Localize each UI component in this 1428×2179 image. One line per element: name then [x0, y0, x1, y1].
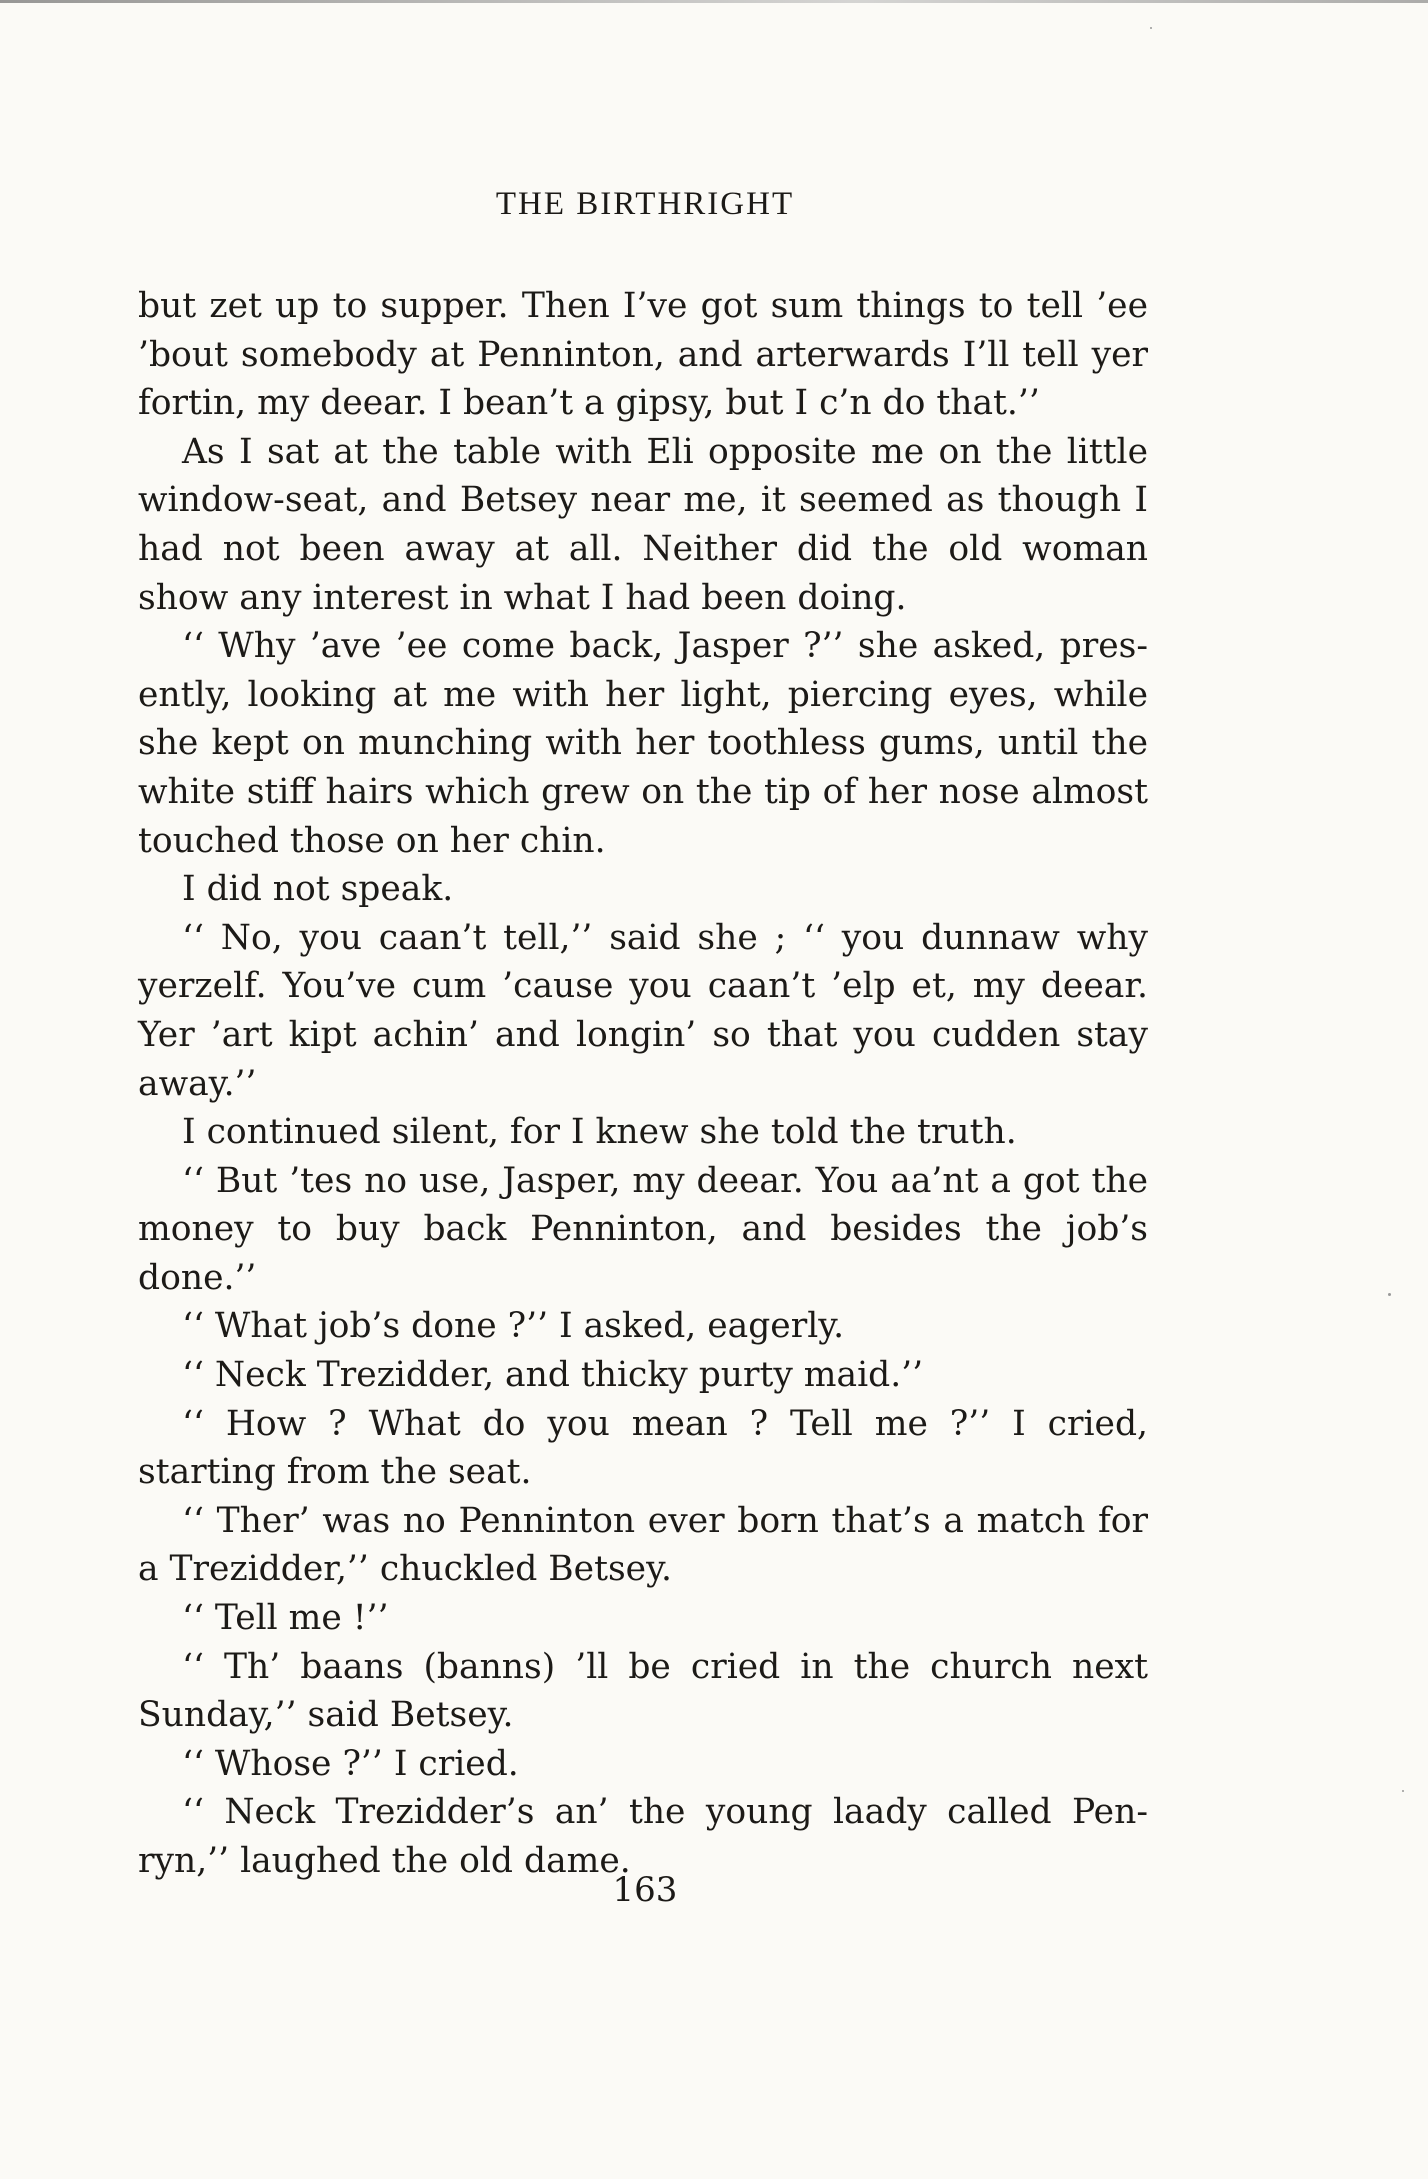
- paragraph: ‘‘ What job’s done ?’’ I asked, eagerly.: [182, 1306, 845, 1347]
- paragraph: ‘‘ Why ’ave ’ee come back, Jasper ?’’ she asked, presently, looking at me with her light, piercing eyes, while she kept on munching with her toothless gums, until the white stiff hairs which grew on the tip of her nose almost touched those on her chin.: [138, 626, 1148, 861]
- paragraph: ‘‘ No, you caan’t tell,’’ said she ; ‘‘ you dunnaw why yerzelf. You’ve cum ’cause you caan’t ’elp et, my deear. Yer ’art kipt achin’ and longin’ so that you cudden stay away.’’: [138, 917, 1148, 1104]
- page-top-edge: [0, 0, 1428, 3]
- body-text: [138, 282, 1148, 1886]
- paragraph: ‘‘ Whose ?’’ I cried.: [182, 1743, 519, 1784]
- paragraph: ‘‘ Neck Trezidder, and thicky purty maid.’’: [182, 1355, 924, 1396]
- paragraph: I continued silent, for I knew she told the truth.: [182, 1112, 1017, 1153]
- paragraph: ‘‘ But ’tes no use, Jasper, my deear. You aa’nt a got the money to buy back Penninton, and besides the job’s done.’’: [138, 1160, 1148, 1298]
- paragraph: I did not speak.: [182, 869, 454, 910]
- paper-speck: [1150, 27, 1152, 29]
- running-head: THE BIRTHRIGHT: [495, 186, 795, 222]
- page-number: 163: [612, 1870, 678, 1910]
- paragraph: ‘‘ Neck Trezidder’s an’ the young laady called Penryn,’’ laughed the old dame.: [138, 1792, 1148, 1881]
- paragraph: ‘‘ Th’ baans (banns) ’ll be cried in the church next Sunday,’’ said Betsey.: [138, 1646, 1148, 1736]
- paragraph: ‘‘ Ther’ was no Penninton ever born that’s a match for a Trezidder,’’ chuckled Betsey.: [138, 1500, 1148, 1590]
- paragraph-continued: but zet up to supper. Then I’ve got sum things to tell ’ee ’bout somebody at Penninton, and arterwards I’ll tell yer fortin, my deear. I bean’t a gipsy, but I c’n do that.’’: [138, 286, 1148, 424]
- paragraph: ‘‘ How ? What do you mean ? Tell me ?’’ I cried, starting from the seat.: [138, 1403, 1148, 1493]
- paragraph: As I sat at the table with Eli opposite me on the little window-seat, and Betsey near me, it seemed as though I had not been away at all. Neither did the old woman show any interest in what I had been doing.: [138, 431, 1148, 618]
- paper-speck: [1402, 1790, 1404, 1792]
- paragraph: ‘‘ Tell me !’’: [182, 1598, 389, 1639]
- paper-speck: [1388, 1293, 1391, 1296]
